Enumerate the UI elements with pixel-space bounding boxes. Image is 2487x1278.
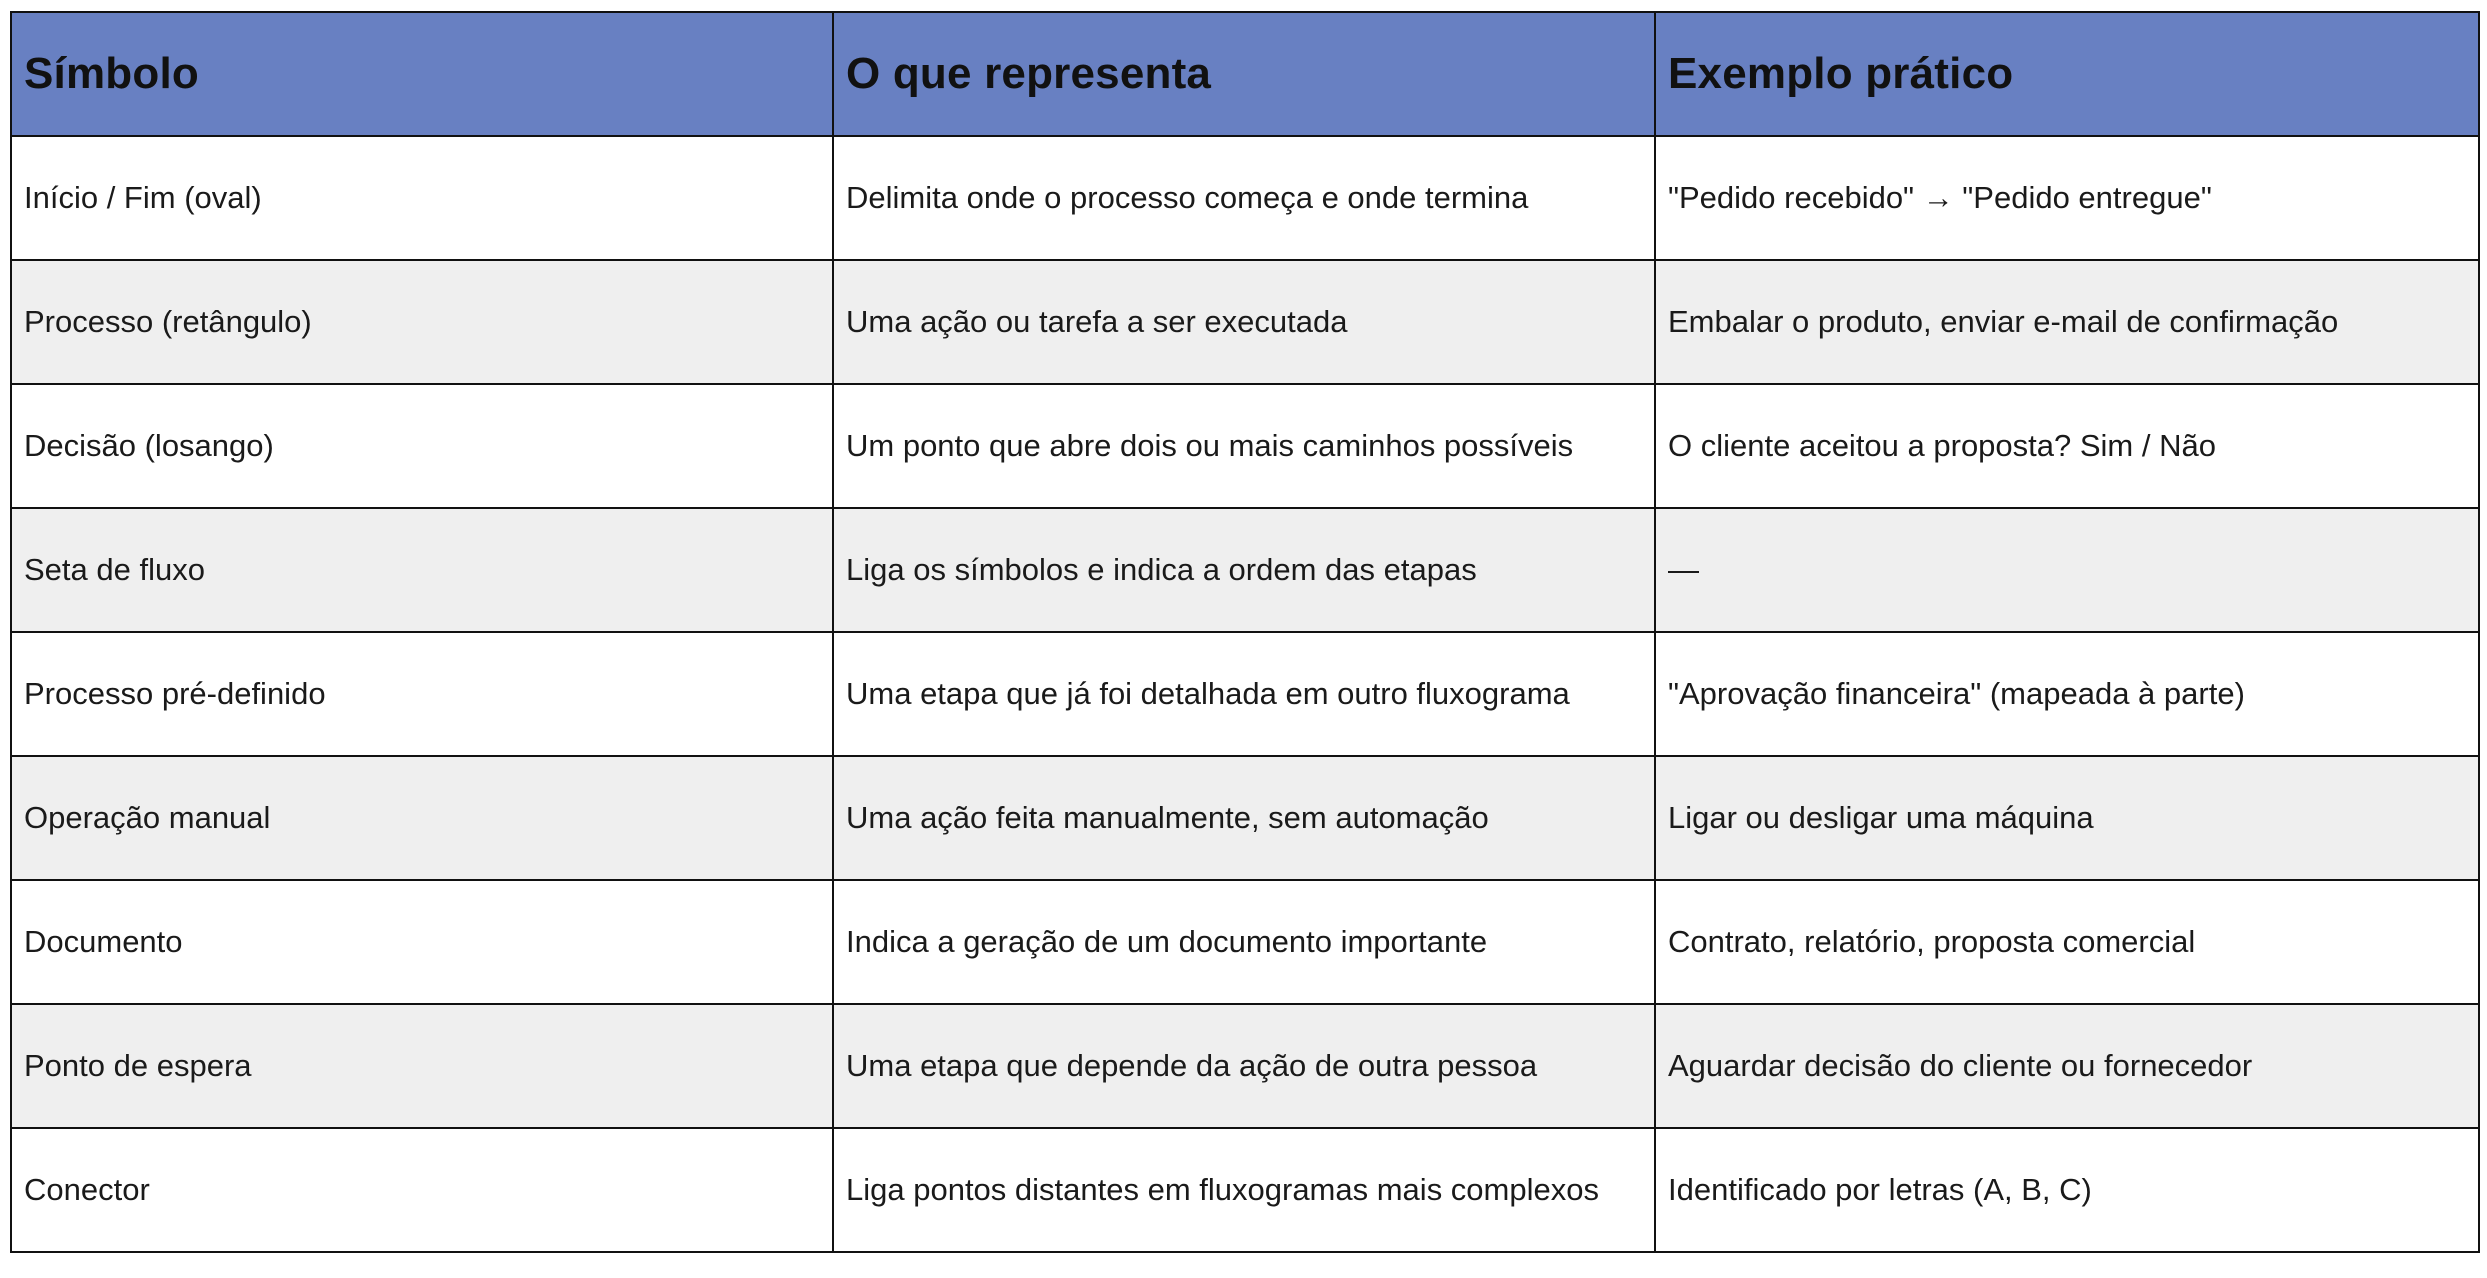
- cell-exemplo: "Aprovação financeira" (mapeada à parte): [1655, 632, 2479, 756]
- table-row: [11, 508, 2479, 632]
- cell-exemplo: "Pedido recebido" → "Pedido entregue": [1655, 136, 2479, 260]
- cell-exemplo: Identificado por letras (A, B, C): [1655, 1128, 2479, 1252]
- cell-representa: Indica a geração de um documento importante: [833, 880, 1655, 1004]
- cell-exemplo: Embalar o produto, enviar e-mail de confirmação: [1655, 260, 2479, 384]
- table-row: [11, 1128, 2479, 1252]
- flowchart-symbols-table: [10, 11, 2480, 1253]
- cell-representa: Uma ação feita manualmente, sem automação: [833, 756, 1655, 880]
- table-body: [11, 136, 2479, 1252]
- cell-exemplo: —: [1655, 508, 2479, 632]
- table-row: [11, 136, 2479, 260]
- cell-simbolo: Documento: [11, 880, 833, 1004]
- cell-simbolo: Ponto de espera: [11, 1004, 833, 1128]
- cell-representa: Uma ação ou tarefa a ser executada: [833, 260, 1655, 384]
- cell-representa: Uma etapa que depende da ação de outra pessoa: [833, 1004, 1655, 1128]
- cell-simbolo: Decisão (losango): [11, 384, 833, 508]
- cell-simbolo: Operação manual: [11, 756, 833, 880]
- cell-simbolo: Seta de fluxo: [11, 508, 833, 632]
- cell-representa: Uma etapa que já foi detalhada em outro fluxograma: [833, 632, 1655, 756]
- cell-exemplo: Ligar ou desligar uma máquina: [1655, 756, 2479, 880]
- cell-exemplo: Contrato, relatório, proposta comercial: [1655, 880, 2479, 1004]
- cell-representa: Liga pontos distantes em fluxogramas mais complexos: [833, 1128, 1655, 1252]
- table-row: [11, 260, 2479, 384]
- cell-simbolo: Processo (retângulo): [11, 260, 833, 384]
- header-row: [11, 12, 2479, 136]
- cell-simbolo: Início / Fim (oval): [11, 136, 833, 260]
- table-container: [10, 11, 2478, 1253]
- cell-simbolo: Processo pré-definido: [11, 632, 833, 756]
- cell-simbolo: Conector: [11, 1128, 833, 1252]
- table-row: [11, 1004, 2479, 1128]
- table-row: [11, 756, 2479, 880]
- cell-representa: Liga os símbolos e indica a ordem das etapas: [833, 508, 1655, 632]
- table-row: [11, 632, 2479, 756]
- cell-exemplo: O cliente aceitou a proposta? Sim / Não: [1655, 384, 2479, 508]
- table-row: [11, 384, 2479, 508]
- cell-representa: Um ponto que abre dois ou mais caminhos possíveis: [833, 384, 1655, 508]
- cell-exemplo: Aguardar decisão do cliente ou fornecedor: [1655, 1004, 2479, 1128]
- header-o-que-representa: O que representa: [833, 12, 1655, 136]
- table-header: [11, 12, 2479, 136]
- cell-representa: Delimita onde o processo começa e onde termina: [833, 136, 1655, 260]
- table-row: [11, 880, 2479, 1004]
- header-exemplo-pratico: Exemplo prático: [1655, 12, 2479, 136]
- header-simbolo: Símbolo: [11, 12, 833, 136]
